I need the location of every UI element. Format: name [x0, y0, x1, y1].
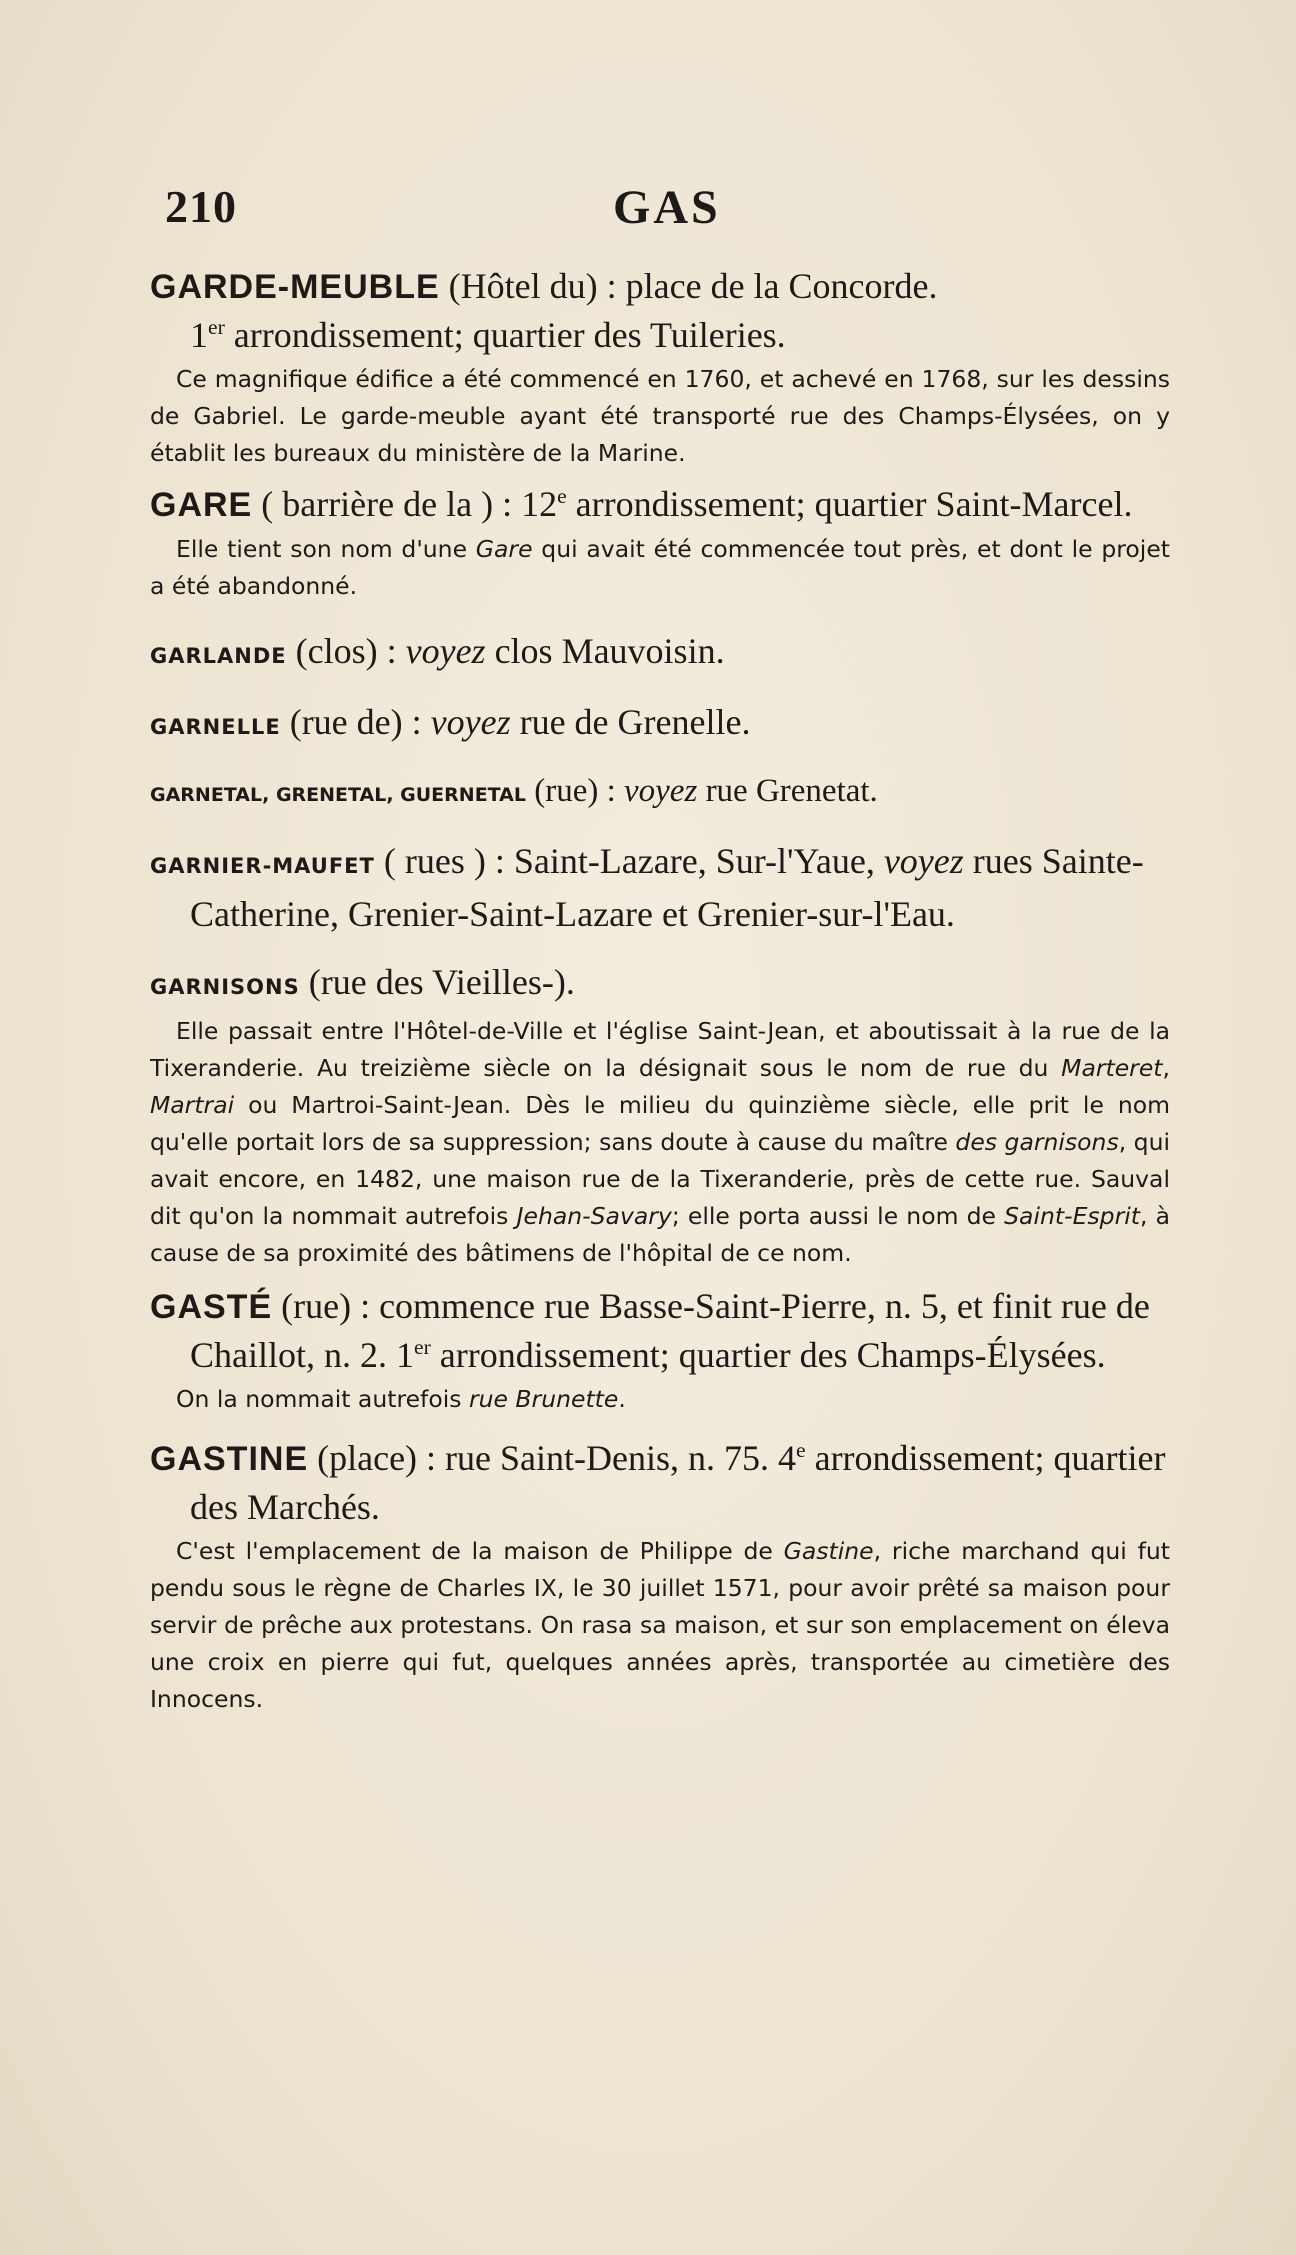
entry-heading: GASTINE (place) : rue Saint-Denis, n. 75. 4e arrondissement; quartier des Marchés. [150, 1438, 1166, 1527]
entry-description: On la nommait autrefois rue Brunette. [176, 1385, 626, 1413]
entry-heading: GASTÉ (rue) : commence rue Basse-Saint-Pierre, n. 5, et finit rue de Chaillot, n. 2. 1er arrondissement; quartier des Champs-Élysées. [150, 1286, 1150, 1375]
headword: GARLANDE [150, 644, 287, 668]
headword: GARE [150, 486, 253, 524]
entry-heading: GARNISONS (rue des Vieilles-). [150, 962, 575, 1002]
entry-gastine [150, 1434, 1170, 1718]
entry-garlande [150, 627, 1170, 680]
entry-description: Elle passait entre l'Hôtel-de-Ville et l'église Saint-Jean, et aboutissait à la rue de la Tixeranderie. Au treizième siècle on la désignait sous le nom de rue du Marteret, Martrai ou Martroi-Saint-Jean. Dès le milieu du quinzième siècle, elle prit le nom qu'elle portait lors de sa suppression; sans doute à cause du maître des garnisons, qui avait encore, en 1482, une maison rue de la Tixeranderie, près de cette rue. Sauval dit qu'on la nommait autrefois Jehan-Savary; elle porta aussi le nom de Saint-Esprit, à cause de sa proximité des bâtimens de l'hôpital de ce nom. [150, 1017, 1171, 1267]
entry-garnier-maufet [150, 837, 1170, 938]
entry-gare [150, 480, 1170, 605]
headword: GARNETAL, GRENETAL, GUERNETAL [150, 784, 526, 806]
headword: GARNISONS [150, 975, 300, 999]
entry-heading: GARNETAL, GRENETAL, GUERNETAL (rue) : voyez rue Grenetat. [150, 773, 878, 809]
entry-heading: GARLANDE (clos) : voyez clos Mauvoisin. [150, 631, 725, 671]
entry-heading: GARNIER-MAUFET ( rues ) : Saint-Lazare, Sur-l'Yaue, voyez rues Sainte-Catherine, Grenier-Saint-Lazare et Grenier-sur-l'Eau. [150, 841, 1144, 934]
entry-heading: GARE ( barrière de la ) : 12e arrondissement; quartier Saint-Marcel. [150, 484, 1133, 524]
headword: GASTÉ [150, 1288, 273, 1326]
page-number: 210 [165, 181, 237, 232]
entry-garnelle [150, 698, 1170, 751]
entry-description: C'est l'emplacement de la maison de Philippe de Gastine, riche marchand qui fut pendu sous le règne de Charles IX, le 30 juillet 1571, pour avoir prêté sa maison pour servir de prêche aux protestans. On rasa sa maison, et sur son emplacement on éleva une croix en pierre qui fut, quelques années après, transportée au cimetière des Innocens. [150, 1537, 1171, 1713]
entry-garde-meuble [150, 262, 1170, 472]
headword: GARNIER-MAUFET [150, 854, 375, 878]
entry-heading: GARDE-MEUBLE (Hôtel du) : place de la Concorde. 1er arrondissement; quartier des Tuileries. [150, 266, 938, 355]
section-title: GAS [613, 181, 721, 234]
entry-garnetal [150, 767, 1170, 819]
entry-heading: GARNELLE (rue de) : voyez rue de Grenelle. [150, 702, 751, 742]
headword: GASTINE [150, 1440, 309, 1478]
headword: GARNELLE [150, 715, 281, 739]
entry-description: Elle tient son nom d'une Gare qui avait été commencée tout près, et dont le projet a été abandonné. [150, 535, 1170, 600]
entry-gaste [150, 1282, 1170, 1418]
headword: GARDE-MEUBLE [150, 268, 440, 306]
dictionary-entries [150, 262, 1170, 1724]
running-head [165, 180, 1175, 240]
entry-garnisons [150, 958, 1170, 1272]
entry-description: Ce magnifique édifice a été commencé en 1760, et achevé en 1768, sur les dessins de Gabriel. Le garde-meuble ayant été transporté rue des Champs-Élysées, on y établit les bureaux du ministère de la Marine. [150, 365, 1170, 467]
